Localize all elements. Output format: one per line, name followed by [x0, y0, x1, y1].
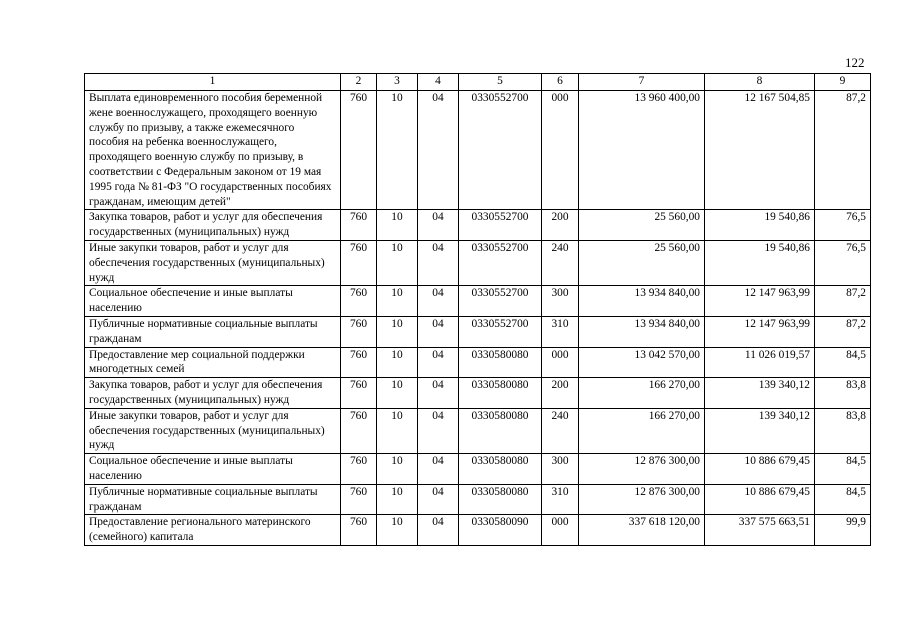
expense-type-code: 300: [542, 454, 579, 485]
approved-amount: 337 618 120,00: [579, 515, 705, 546]
target-article-code: 0330552700: [459, 210, 542, 241]
executed-amount: 19 540,86: [705, 210, 815, 241]
executed-amount: 12 147 963,99: [705, 316, 815, 347]
ministry-code: 760: [341, 286, 377, 317]
table-row: [85, 240, 871, 285]
execution-percent: 76,5: [815, 240, 871, 285]
table-row: [85, 515, 871, 546]
execution-percent: 84,5: [815, 454, 871, 485]
subsection-code: 04: [418, 316, 459, 347]
section-code: 10: [377, 91, 418, 210]
execution-percent: 76,5: [815, 210, 871, 241]
table-row: [85, 286, 871, 317]
target-article-code: 0330580080: [459, 378, 542, 409]
approved-amount: 12 876 300,00: [579, 454, 705, 485]
execution-percent: 84,5: [815, 484, 871, 515]
table-row: [85, 347, 871, 378]
expense-type-code: 000: [542, 515, 579, 546]
item-name: Публичные нормативные социальные выплаты гражданам: [85, 316, 341, 347]
item-name: Социальное обеспечение и иные выплаты населению: [85, 454, 341, 485]
ministry-code: 760: [341, 91, 377, 210]
executed-amount: 11 026 019,57: [705, 347, 815, 378]
subsection-code: 04: [418, 515, 459, 546]
item-name: Закупка товаров, работ и услуг для обеспечения государственных (муниципальных) нужд: [85, 378, 341, 409]
ministry-code: 760: [341, 316, 377, 347]
execution-percent: 99,9: [815, 515, 871, 546]
executed-amount: 10 886 679,45: [705, 484, 815, 515]
item-name: Социальное обеспечение и иные выплаты населению: [85, 286, 341, 317]
execution-percent: 87,2: [815, 316, 871, 347]
approved-amount: 12 876 300,00: [579, 484, 705, 515]
column-header: 3: [377, 74, 418, 91]
section-code: 10: [377, 210, 418, 241]
column-header: 9: [815, 74, 871, 91]
table-body: [85, 91, 871, 546]
subsection-code: 04: [418, 484, 459, 515]
expense-type-code: 000: [542, 347, 579, 378]
ministry-code: 760: [341, 210, 377, 241]
item-name: Предоставление мер социальной поддержки многодетных семей: [85, 347, 341, 378]
table-row: [85, 408, 871, 453]
expense-type-code: 310: [542, 484, 579, 515]
table-row: [85, 378, 871, 409]
execution-percent: 87,2: [815, 286, 871, 317]
approved-amount: 13 934 840,00: [579, 316, 705, 347]
column-header: 8: [705, 74, 815, 91]
item-name: Публичные нормативные социальные выплаты гражданам: [85, 484, 341, 515]
target-article-code: 0330552700: [459, 316, 542, 347]
target-article-code: 0330552700: [459, 240, 542, 285]
section-code: 10: [377, 286, 418, 317]
execution-percent: 84,5: [815, 347, 871, 378]
expense-type-code: 240: [542, 240, 579, 285]
section-code: 10: [377, 515, 418, 546]
expense-type-code: 310: [542, 316, 579, 347]
approved-amount: 25 560,00: [579, 210, 705, 241]
table-row: [85, 484, 871, 515]
approved-amount: 166 270,00: [579, 378, 705, 409]
column-header: 6: [542, 74, 579, 91]
executed-amount: 19 540,86: [705, 240, 815, 285]
section-code: 10: [377, 484, 418, 515]
subsection-code: 04: [418, 286, 459, 317]
executed-amount: 139 340,12: [705, 408, 815, 453]
execution-percent: 83,8: [815, 408, 871, 453]
expense-type-code: 200: [542, 210, 579, 241]
column-header-row: [85, 74, 871, 91]
column-header: 7: [579, 74, 705, 91]
section-code: 10: [377, 316, 418, 347]
approved-amount: 13 042 570,00: [579, 347, 705, 378]
column-header: 4: [418, 74, 459, 91]
executed-amount: 10 886 679,45: [705, 454, 815, 485]
expense-type-code: 000: [542, 91, 579, 210]
approved-amount: 166 270,00: [579, 408, 705, 453]
section-code: 10: [377, 347, 418, 378]
approved-amount: 25 560,00: [579, 240, 705, 285]
execution-percent: 87,2: [815, 91, 871, 210]
executed-amount: 12 167 504,85: [705, 91, 815, 210]
ministry-code: 760: [341, 515, 377, 546]
subsection-code: 04: [418, 210, 459, 241]
executed-amount: 12 147 963,99: [705, 286, 815, 317]
subsection-code: 04: [418, 91, 459, 210]
target-article-code: 0330580080: [459, 347, 542, 378]
expense-type-code: 300: [542, 286, 579, 317]
item-name: Иные закупки товаров, работ и услуг для обеспечения государственных (муниципальных) нужд: [85, 408, 341, 453]
budget-table: [84, 73, 871, 546]
subsection-code: 04: [418, 347, 459, 378]
ministry-code: 760: [341, 454, 377, 485]
subsection-code: 04: [418, 240, 459, 285]
expense-type-code: 200: [542, 378, 579, 409]
ministry-code: 760: [341, 347, 377, 378]
ministry-code: 760: [341, 378, 377, 409]
table-row: [85, 91, 871, 210]
item-name: Предоставление регионального материнского (семейного) капитала: [85, 515, 341, 546]
section-code: 10: [377, 408, 418, 453]
subsection-code: 04: [418, 454, 459, 485]
item-name: Выплата единовременного пособия беременной жене военнослужащего, проходящего военную службу по призыву, а также ежемесячного пособия на ребенка военнослужащего, проходящего военную службу по призыву, в соответствии с Федеральным законом от 19 мая 1995 года № 81-ФЗ "О государственных пособиях гражданам, имеющим детей": [85, 91, 341, 210]
column-header: 2: [341, 74, 377, 91]
executed-amount: 139 340,12: [705, 378, 815, 409]
section-code: 10: [377, 240, 418, 285]
expense-type-code: 240: [542, 408, 579, 453]
target-article-code: 0330580080: [459, 484, 542, 515]
execution-percent: 83,8: [815, 378, 871, 409]
item-name: Иные закупки товаров, работ и услуг для обеспечения государственных (муниципальных) нужд: [85, 240, 341, 285]
subsection-code: 04: [418, 378, 459, 409]
subsection-code: 04: [418, 408, 459, 453]
section-code: 10: [377, 378, 418, 409]
ministry-code: 760: [341, 408, 377, 453]
section-code: 10: [377, 454, 418, 485]
table-row: [85, 210, 871, 241]
approved-amount: 13 960 400,00: [579, 91, 705, 210]
target-article-code: 0330552700: [459, 286, 542, 317]
item-name: Закупка товаров, работ и услуг для обеспечения государственных (муниципальных) нужд: [85, 210, 341, 241]
table-row: [85, 316, 871, 347]
column-header: 5: [459, 74, 542, 91]
column-header: 1: [85, 74, 341, 91]
target-article-code: 0330552700: [459, 91, 542, 210]
target-article-code: 0330580090: [459, 515, 542, 546]
ministry-code: 760: [341, 240, 377, 285]
target-article-code: 0330580080: [459, 454, 542, 485]
executed-amount: 337 575 663,51: [705, 515, 815, 546]
approved-amount: 13 934 840,00: [579, 286, 705, 317]
page-number: 122: [845, 55, 865, 70]
table-row: [85, 454, 871, 485]
target-article-code: 0330580080: [459, 408, 542, 453]
ministry-code: 760: [341, 484, 377, 515]
